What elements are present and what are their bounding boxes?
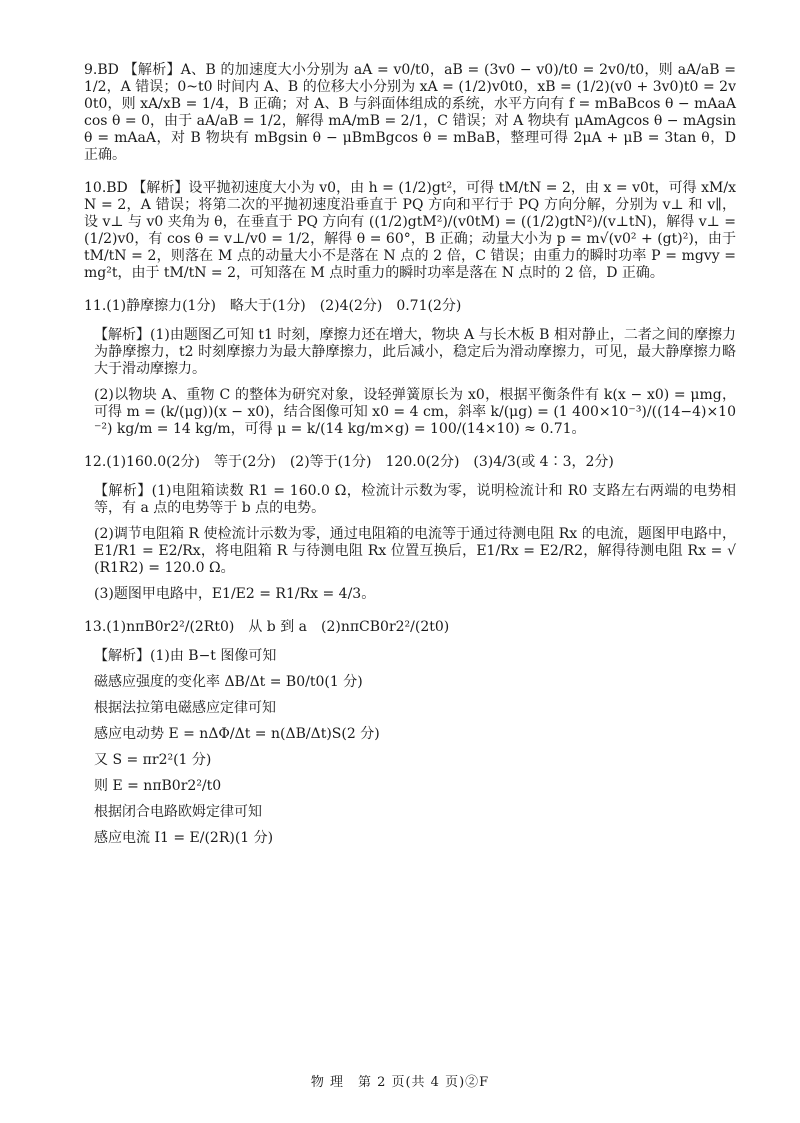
- question-13-answer: 13.(1)nπB0r2²/(2Rt0) 从 b 到 a (2)nπCB0r2²/(2t0): [84, 619, 450, 635]
- question-13-line-5: 又 S = πr2²(1 分): [94, 752, 212, 768]
- answer-page: [84, 62, 736, 863]
- question-13-line-8: 感应电流 I1 = E/(2R)(1 分): [94, 830, 274, 846]
- question-11: [84, 298, 736, 438]
- question-13-line-7: 根据闭合电路欧姆定律可知: [94, 804, 262, 820]
- question-9-solution: 9.BD 【解析】A、B 的加速度大小分别为 aA = v0/t0，aB = (3v0 − v0)/t0 = 2v0/t0，则 aA/aB = 1/2，A 错误；0~t0 时间内 A、B 的位移大小分别为 xA = (1/2)v0t0，xB = (1/2)(v0 + 3v0)t0 = 2v0t0，则 xA/xB = 1/4，B 正确；对 A、B 与斜面体组成的系统，水平方向有 f = mBaBcos θ − mAaAcos θ = 0，由于 aA/aB = 1/2，解得 mA/mB = 2/1，C 错误；对 A 物块有 μAmAgcos θ − mAgsin θ = mAaA，对 B 物块有 mBgsin θ − μBmBgcos θ = mBaB，整理可得 2μA + μB = 3tan θ，D 正确。: [84, 62, 736, 163]
- question-12: [84, 454, 736, 603]
- question-13-line-2: 磁感应强度的变化率 ΔB/Δt = B0/t0(1 分): [94, 674, 363, 690]
- page-footer: 物 理 第 2 页(共 4 页)②F: [310, 1075, 490, 1090]
- question-12-analysis-1: 【解析】(1)电阻箱读数 R1 = 160.0 Ω，检流计示数为零，说明检流计和 R0 支路左右两端的电势相等，有 a 点的电势等于 b 点的电势。: [94, 483, 736, 516]
- question-12-answer: 12.(1)160.0(2分) 等于(2分) (2)等于(1分) 120.0(2分) (3)4/3(或 4∶3，2分): [84, 454, 614, 470]
- question-12-analysis-2: (2)调节电阻箱 R 使检流计示数为零，通过电阻箱的电流等于通过待测电阻 Rx 的电流，题图甲电路中，E1/R1 = E2/Rx，将电阻箱 R 与待测电阻 Rx 位置互换后，E1/Rx = E2/R2，解得待测电阻 Rx = √(R1R2) = 120.0 Ω。: [94, 526, 736, 576]
- question-13-line-3: 根据法拉第电磁感应定律可知: [94, 700, 276, 716]
- question-10-solution: 10.BD 【解析】设平抛初速度大小为 v0，由 h = (1/2)gt²，可得 tM/tN = 2，由 x = v0t，可得 xM/xN = 2，A 错误；将第二次的平抛初速度沿垂直于 PQ 方向和平行于 PQ 方向分解，分别为 v⊥ 和 v∥，设 v⊥ 与 v0 夹角为 θ，在垂直于 PQ 方向有 ((1/2)gtM²)/(v0tM) = ((1/2)gtN²)/(v⊥tN)，解得 v⊥ = (1/2)v0，有 cos θ = v⊥/v0 = 1/2，解得 θ = 60°，B 正确；动量大小为 p = m√(v0² + (gt)²)，由于 tM/tN = 2，则落在 M 点的动量大小不是落在 N 点的 2 倍，C 错误；由重力的瞬时功率 P = mgvy = mg²t，由于 tM/tN = 2，可知落在 M 点时重力的瞬时功率是落在 N 点时的 2 倍，D 正确。: [84, 180, 736, 281]
- question-11-analysis-1: 【解析】(1)由题图乙可知 t1 时刻，摩擦力还在增大，物块 A 与长木板 B 相对静止，二者之间的摩擦力为静摩擦力，t2 时刻摩擦力为最大静摩擦力，此后减小，稳定后为滑动摩擦力，可见，最大静摩擦力略大于滑动摩擦力。: [94, 327, 736, 377]
- question-13: [84, 619, 736, 847]
- question-13-line-6: 则 E = nπB0r2²/t0: [94, 778, 222, 794]
- question-11-answer: 11.(1)静摩擦力(1分) 略大于(1分) (2)4(2分) 0.71(2分): [84, 298, 462, 314]
- question-12-analysis-3: (3)题图甲电路中，E1/E2 = R1/Rx = 4/3。: [94, 586, 376, 602]
- question-13-line-1: 【解析】(1)由 B−t 图像可知: [94, 648, 277, 664]
- question-13-line-4: 感应电动势 E = nΔΦ/Δt = n(ΔB/Δt)S(2 分): [94, 726, 380, 742]
- question-11-analysis-2: (2)以物块 A、重物 C 的整体为研究对象，设轻弹簧原长为 x0，根据平衡条件有 k(x − x0) = μmg，可得 m = (k/(μg))(x − x0)，结合图像可知 x0 = 4 cm，斜率 k/(μg) = (1 400×10⁻³)/((14−4)×10⁻²) kg/m = 14 kg/m，可得 μ = k/(14 kg/m×g) = 100/(14×10) ≈ 0.71。: [94, 387, 736, 437]
